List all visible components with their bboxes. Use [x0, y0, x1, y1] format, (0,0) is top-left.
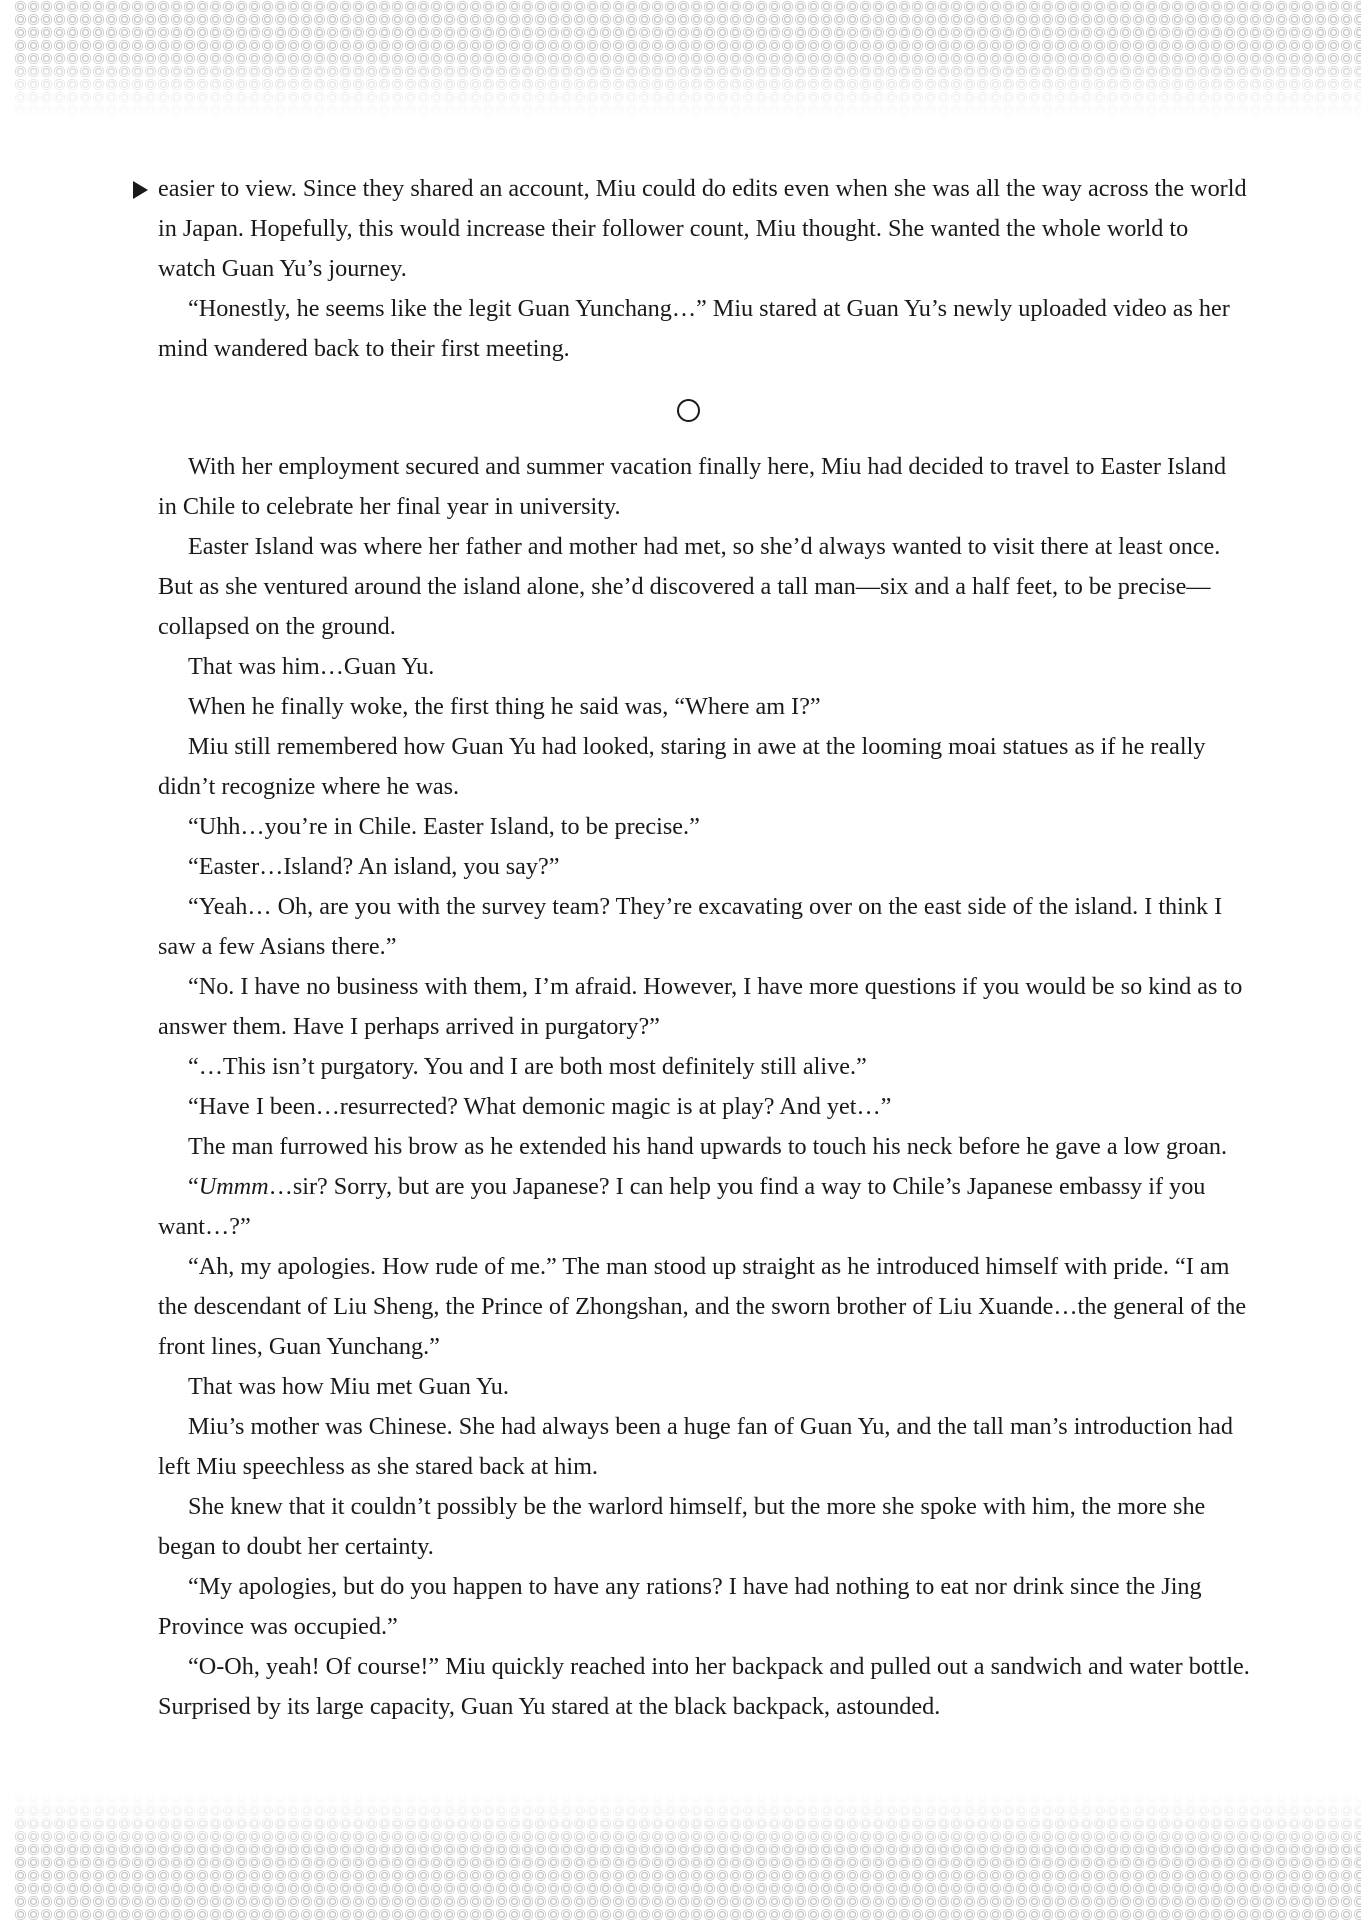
continuation-arrow-icon — [133, 181, 148, 199]
paragraph: Miu’s mother was Chinese. She had always been a huge fan of Guan Yu, and the tall man’s introduction had left Miu speechless as she stared back at him. — [158, 1413, 1233, 1480]
paragraph: Miu still remembered how Guan Yu had looked, staring in awe at the looming moai statues as if he really didn’t recognize where he was. — [158, 733, 1206, 800]
italic-word: Ummm — [198, 1173, 269, 1200]
paragraph: “Easter…Island? An island, you say?” — [188, 853, 560, 880]
paragraph: “Honestly, he seems like the legit Guan Yunchang…” Miu stared at Guan Yu’s newly uploaded video as her mind wandered back to their first meeting. — [158, 295, 1230, 362]
open-circle-icon — [677, 399, 700, 422]
decorative-header-pattern — [14, 0, 1361, 120]
paragraph-rest: …sir? Sorry, but are you Japanese? I can help you find a way to Chile’s Japanese embassy if you want…?” — [158, 1173, 1206, 1240]
paragraph — [158, 1167, 1250, 1247]
paragraph: With her employment secured and summer vacation finally here, Miu had decided to travel to Easter Island in Chile to celebrate her final year in university. — [158, 453, 1227, 520]
paragraph: “Yeah… Oh, are you with the survey team? They’re excavating over on the east side of the island. I think I saw a few Asians there.” — [158, 893, 1223, 960]
paragraph: “No. I have no business with them, I’m afraid. However, I have more questions if you would be so kind as to answer them. Have I perhaps arrived in purgatory?” — [158, 973, 1243, 1040]
paragraph: When he finally woke, the first thing he said was, “Where am I?” — [188, 693, 821, 720]
paragraph: “Ah, my apologies. How rude of me.” The man stood up straight as he introduced himself with pride. “I am the descendant of Liu Sheng, the Prince of Zhongshan, and the sworn brother of Liu Xuande…the general of the front lines, Guan Yunchang.” — [158, 1253, 1247, 1360]
paragraph: “Have I been…resurrected? What demonic magic is at play? And yet…” — [188, 1093, 892, 1120]
paragraph: “My apologies, but do you happen to have any rations? I have had nothing to eat nor drink since the Jing Province was occupied.” — [158, 1573, 1202, 1640]
paragraph: She knew that it couldn’t possibly be the warlord himself, but the more she spoke with him, the more she began to doubt her certainty. — [158, 1493, 1206, 1560]
paragraph: That was him…Guan Yu. — [188, 653, 435, 680]
paragraph: “O-Oh, yeah! Of course!” Miu quickly reached into her backpack and pulled out a sandwich and water bottle. Surprised by its large capacity, Guan Yu stared at the black backpack, astounded. — [158, 1653, 1250, 1720]
text-after-scene-break — [158, 447, 1250, 1727]
decorative-footer-pattern — [14, 1791, 1361, 1921]
paragraph: That was how Miu met Guan Yu. — [188, 1373, 509, 1400]
open-quote: “ — [188, 1173, 199, 1200]
paragraph: easier to view. Since they shared an account, Miu could do edits even when she was all the way across the world in Japan. Hopefully, this would increase their follower count, Miu thought. She wanted the whole world to watch Guan Yu’s journey. — [158, 175, 1247, 282]
text-before-scene-break — [158, 169, 1250, 369]
paragraph: Easter Island was where her father and mother had met, so she’d always wanted to visit there at least once. But as she ventured around the island alone, she’d discovered a tall man—six and a half feet, to be precise—collapsed on the ground. — [158, 533, 1221, 640]
paragraph: “…This isn’t purgatory. You and I are both most definitely still alive.” — [188, 1053, 867, 1080]
paragraph: “Uhh…you’re in Chile. Easter Island, to be precise.” — [188, 813, 700, 840]
paragraph: The man furrowed his brow as he extended his hand upwards to touch his neck before he gave a low groan. — [188, 1133, 1228, 1160]
